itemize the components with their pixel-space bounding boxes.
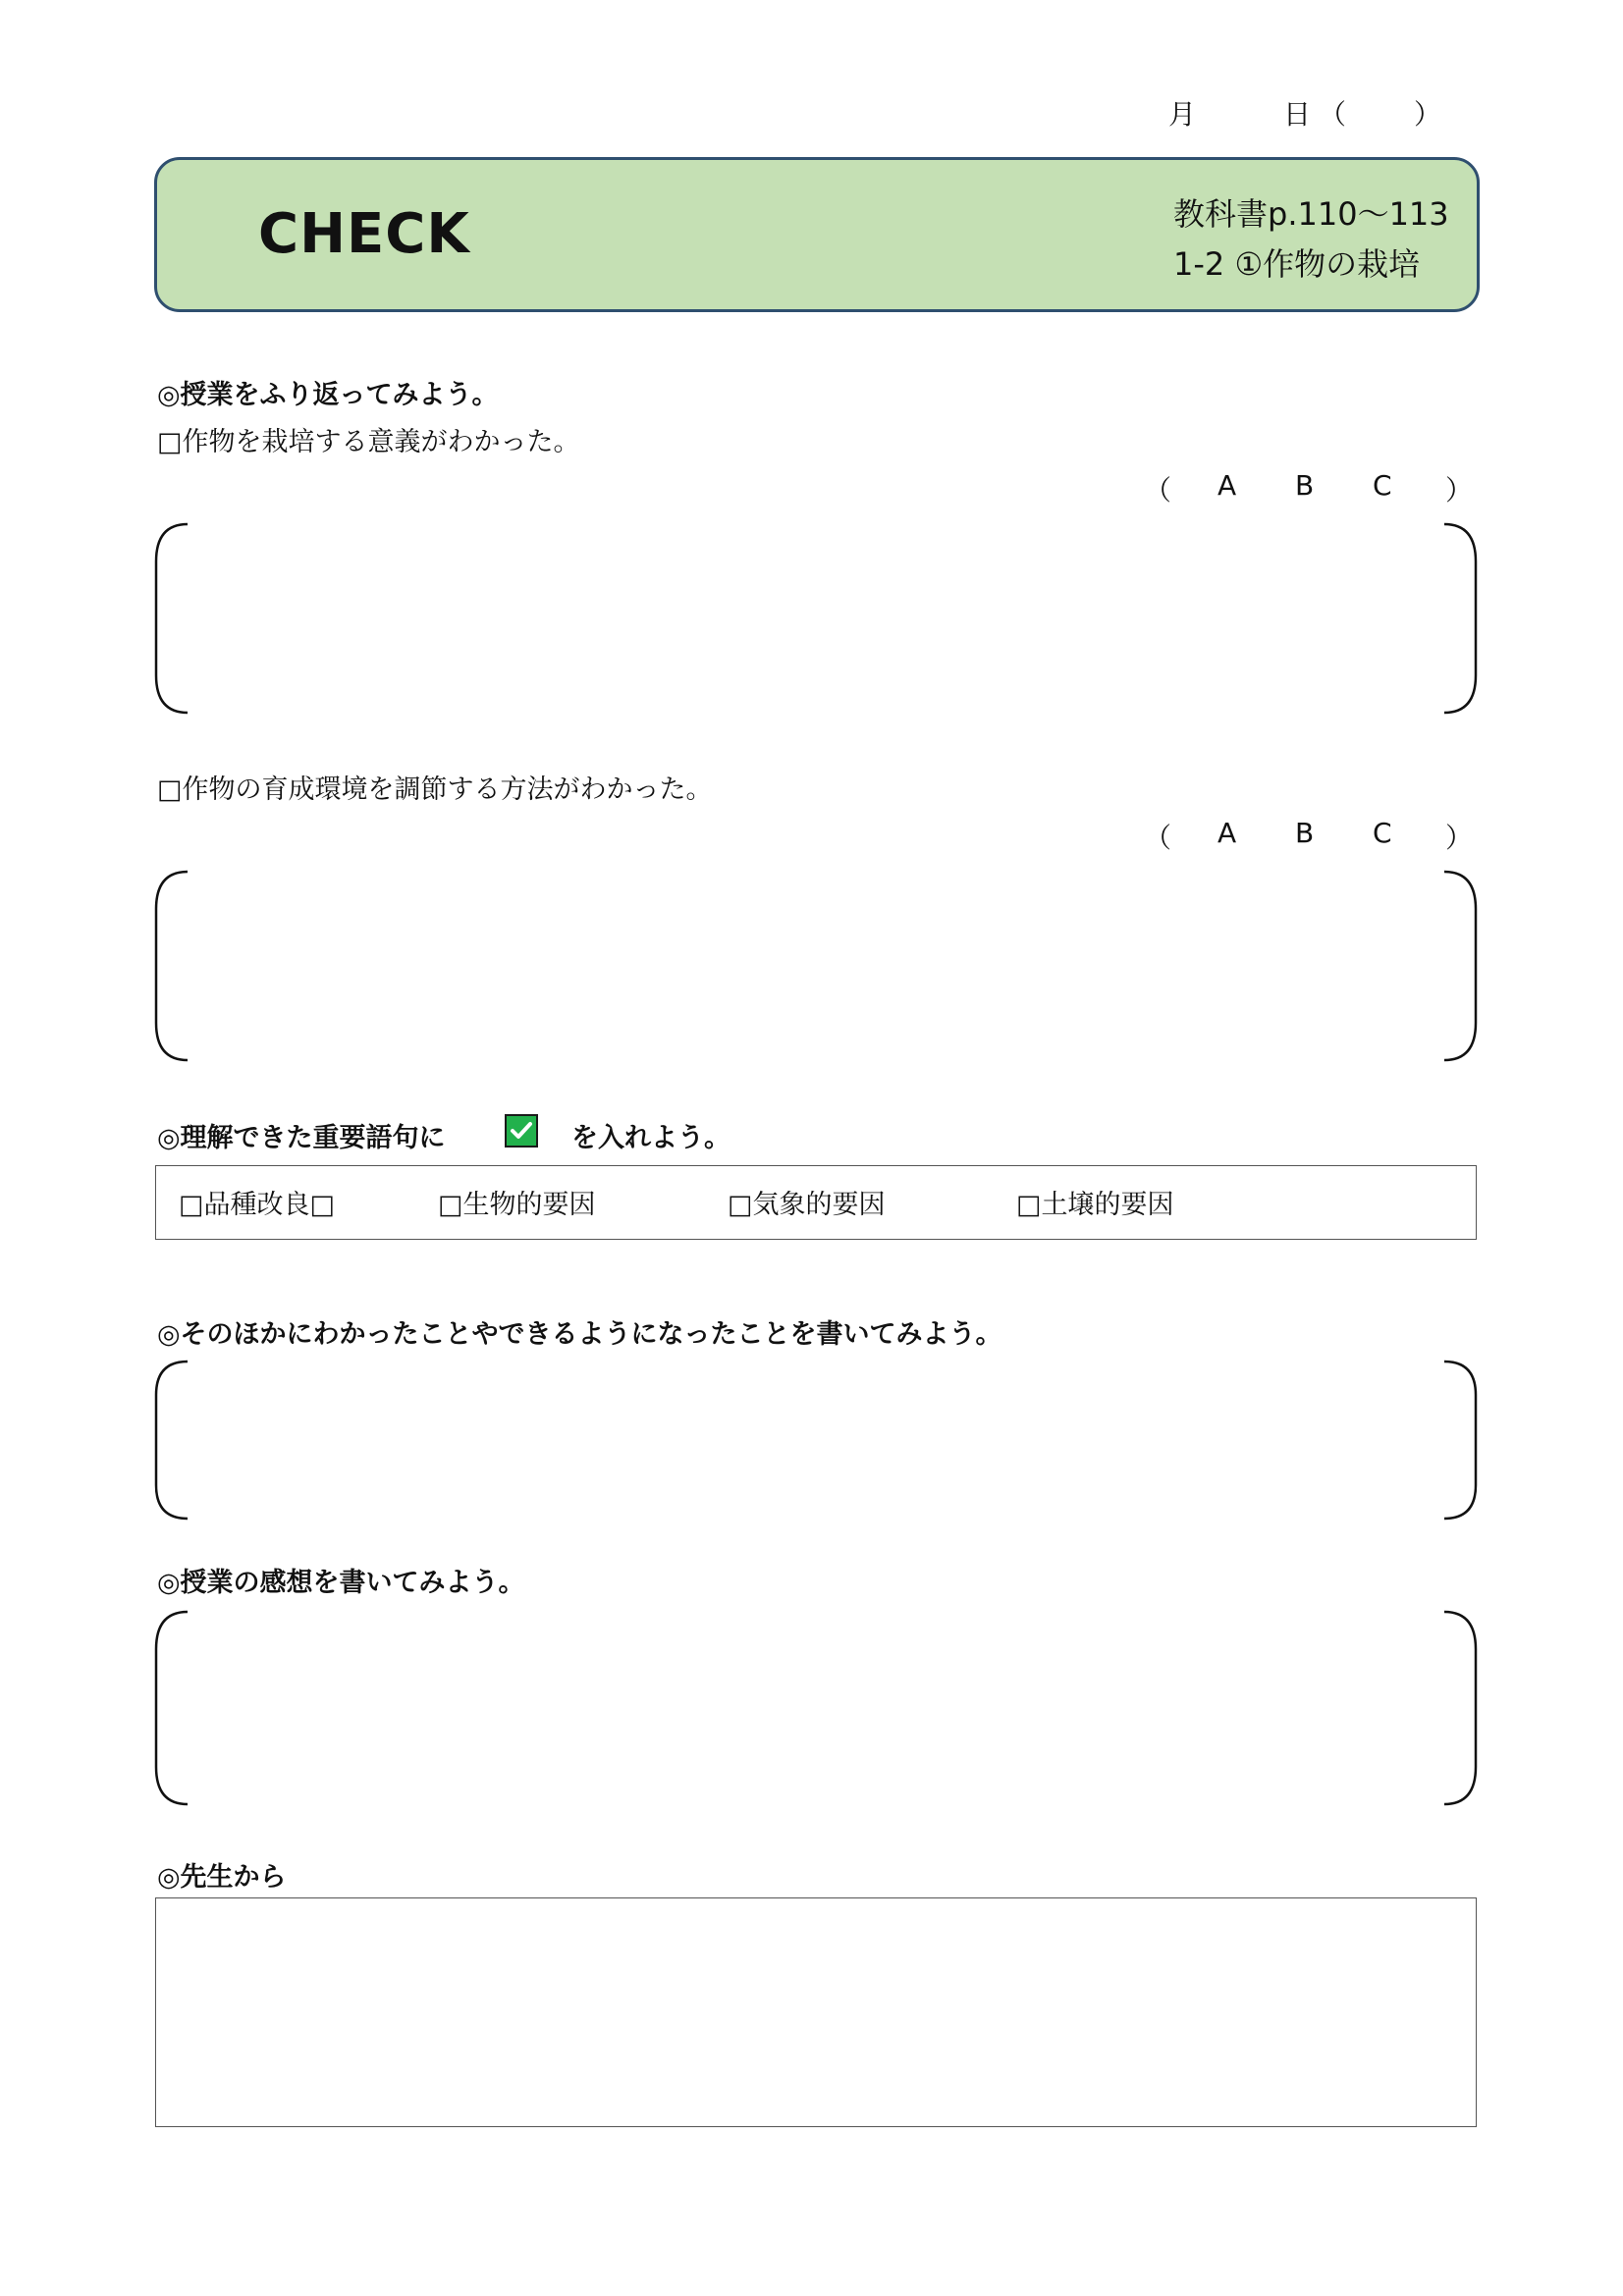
term-checkbox-3[interactable]: □気象的要因: [728, 1190, 886, 1220]
review-item-2-label: □作物の育成環境を調節する方法がわかった。: [157, 774, 713, 805]
page-title: CHECK: [258, 202, 470, 266]
rating-1-option-c[interactable]: C: [1373, 469, 1392, 502]
bracket-frame: [154, 1360, 1478, 1521]
textbook-reference: 教科書p.110～113: [1173, 195, 1449, 233]
rating-1-option-b[interactable]: B: [1295, 469, 1315, 502]
impressions-answer-area[interactable]: [154, 1610, 1478, 1806]
term-checkbox-4[interactable]: □土壌的要因: [1016, 1190, 1174, 1220]
unit-title: 1-2 ①作物の栽培: [1173, 245, 1421, 283]
key-terms-heading: ◎理解できた重要語句に: [157, 1123, 446, 1153]
term-checkbox-2[interactable]: □生物的要因: [438, 1190, 596, 1220]
rating-2-option-b[interactable]: B: [1295, 817, 1315, 849]
month-label: 月: [1168, 98, 1198, 131]
review-item-2-answer-area[interactable]: [154, 870, 1478, 1062]
day-label: 日: [1283, 98, 1313, 131]
key-terms-heading-suffix: を入れよう。: [571, 1123, 730, 1153]
rating-1-paren-close: ）: [1445, 474, 1474, 507]
other-learnings-answer-area[interactable]: [154, 1360, 1478, 1521]
term-checkbox-1[interactable]: □品種改良□: [179, 1190, 336, 1220]
rating-2-option-c[interactable]: C: [1373, 817, 1392, 849]
date-paren-close: ）: [1414, 98, 1443, 131]
other-learnings-heading: ◎そのほかにわかったことやできるようになったことを書いてみよう。: [157, 1319, 1002, 1350]
rating-1-paren-open: （: [1144, 474, 1172, 507]
rating-2-option-a[interactable]: A: [1217, 817, 1237, 849]
date-paren-open: （: [1319, 98, 1348, 131]
teacher-heading: ◎先生から: [157, 1862, 287, 1893]
checkmark-icon: [505, 1114, 538, 1148]
teacher-comment-box[interactable]: [155, 1897, 1477, 2127]
review-heading: ◎授業をふり返ってみよう。: [157, 380, 499, 410]
rating-2-paren-open: （: [1144, 822, 1172, 854]
rating-2-paren-close: ）: [1445, 822, 1474, 854]
bracket-frame: [154, 870, 1478, 1062]
bracket-frame: [154, 522, 1478, 715]
bracket-frame: [154, 1610, 1478, 1806]
review-item-1-label: □作物を栽培する意義がわかった。: [157, 427, 580, 457]
review-item-1-answer-area[interactable]: [154, 522, 1478, 715]
impressions-heading: ◎授業の感想を書いてみよう。: [157, 1568, 525, 1598]
rating-1-option-a[interactable]: A: [1217, 469, 1237, 502]
